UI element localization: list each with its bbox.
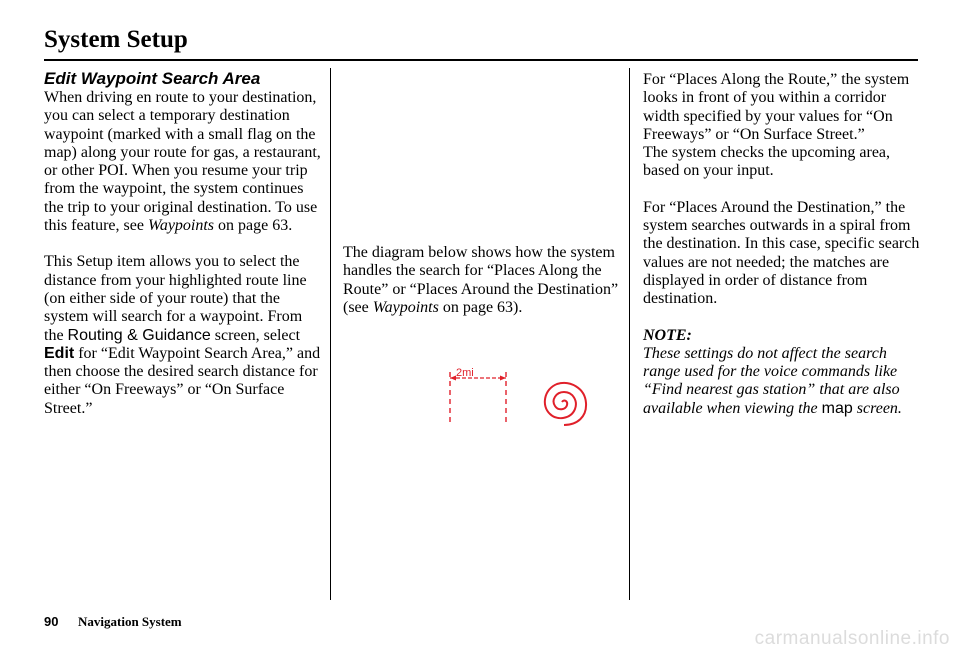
text: This Setup item allows you to select the distance from your highlighted route line (on either side of your route) that the system will search for a waypoint. From the — [44, 253, 307, 344]
paragraph-around-destination: For “Places Around the Destination,” the system searches outwards in a spiral from the destination. In this case, specific search values are not needed; the matches are displayed in order of distance from destination. — [643, 198, 920, 308]
arrow-head-left — [450, 376, 456, 381]
page-title: System Setup — [44, 26, 188, 53]
column-divider-right — [629, 68, 630, 600]
section-heading: Edit Waypoint Search Area — [44, 69, 261, 88]
paragraph-intro — [44, 89, 322, 235]
note-heading: NOTE: — [643, 326, 692, 344]
paragraph-upcoming-area: The system checks the upcoming area, based on your input. — [643, 144, 891, 180]
header-rule — [44, 59, 918, 61]
text: on page 63). — [438, 298, 523, 316]
text: When driving en route to your destination, you can select a temporary destination waypoint (marked with a small flag on the map) along your route for gas, a restaurant, or other POI. When you resume your trip from the waypoint, the system continues the trip to your original destination. To use this feature, see — [44, 89, 321, 235]
search-area-diagram — [440, 362, 600, 426]
corridor-width-label: 2mi — [456, 367, 474, 379]
column-divider-left — [330, 68, 331, 600]
text: for “Edit Waypoint Search Area,” and then choose the desired search distance for either “On Freeways” or “On Surface Street.” — [44, 344, 321, 417]
waypoints-reference: Waypoints — [372, 298, 439, 316]
watermark: carmanualsonline.info — [754, 628, 950, 649]
text: These settings do not affect the search range used for the voice commands like “Find nearest gas station” that are also available when viewing the — [643, 344, 900, 417]
routing-guidance-screen-name: Routing & Guidance — [67, 326, 211, 344]
paragraph-setup — [44, 253, 322, 418]
text: screen. — [852, 399, 902, 417]
note-body — [643, 345, 923, 418]
footer-label: Navigation System — [78, 614, 182, 629]
destination-spiral — [545, 383, 586, 425]
map-screen-name: map — [821, 399, 853, 417]
page-number: 90 — [44, 614, 59, 629]
column-3 — [643, 71, 923, 418]
column-1 — [44, 69, 322, 418]
paragraph-along-route: For “Places Along the Route,” the system looks in front of you within a corridor width specified by your values for “On Freeways” or “On Surface Street.” — [643, 71, 910, 143]
text: The diagram below shows how the system handles the search for “Places Along the Route” or “Places Around the Destination” (see — [343, 244, 619, 316]
column-2 — [343, 244, 621, 317]
edit-button-name: Edit — [44, 344, 75, 362]
text: on page 63. — [214, 217, 293, 235]
waypoints-reference: Waypoints — [147, 217, 215, 235]
paragraph-diagram-intro — [343, 244, 621, 317]
text: screen, select — [210, 326, 301, 344]
arrow-head-right — [500, 376, 506, 381]
